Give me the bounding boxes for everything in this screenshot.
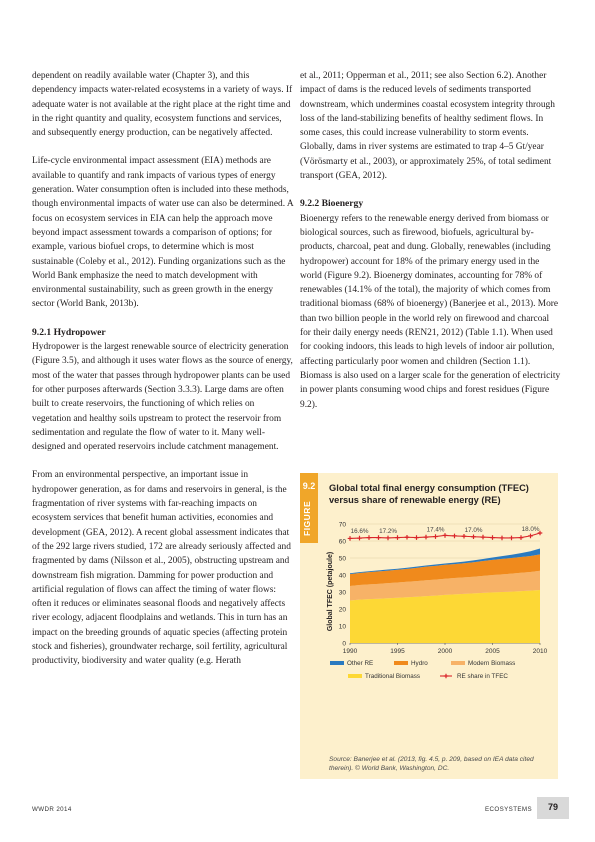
- y-tick-label: 70: [338, 521, 346, 529]
- line-marker: [386, 536, 391, 541]
- x-tick-label: 1990: [342, 648, 358, 655]
- right-column: [300, 69, 562, 426]
- legend-label: RE share in TFEC: [457, 673, 508, 680]
- legend-swatch: [348, 674, 362, 678]
- paragraph: dependent on readily available water (Chapter 3), and this dependency impacts water-related ecosystems in a variety of ways. If adequate water is not available at the right place at the right time and in the right quantity and quality, ecosystem functions and services, and subsequently energy production, can be negatively affected.: [32, 71, 293, 139]
- legend-swatch: [330, 661, 344, 665]
- x-tick-label: 1995: [390, 648, 405, 655]
- data-label: 17.4%: [426, 526, 445, 534]
- section-heading-hydropower: 9.2.1 Hydropower: [32, 326, 106, 338]
- y-tick-label: 60: [338, 538, 346, 546]
- y-tick-label: 20: [338, 606, 346, 614]
- x-tick-label: 2000: [437, 648, 453, 655]
- line-marker: [405, 535, 410, 540]
- line-marker: [500, 536, 505, 541]
- line-marker: [481, 535, 486, 540]
- figure-9-2: [300, 473, 558, 779]
- legend-swatch: [394, 661, 408, 665]
- legend-label: Other RE: [347, 660, 374, 667]
- line-marker: [519, 535, 524, 540]
- line-marker: [357, 536, 362, 541]
- line-marker: [424, 535, 429, 540]
- paragraph: Hydropower is the largest renewable source of electricity generation (Figure 3.5), and although it uses water flows as the source of energy, most of the water that passes through hydropower plants can be used for other purposes afterwards (Section 3.3.3). Large dams are often built to create reservoirs, the functioning of which relies on vegetation and healthy soils upstream to protect the reservoir from sedimentation and regulate the flow of water to it. Many well-designed and operated reservoirs include catchment management.: [32, 342, 293, 453]
- line-marker: [376, 535, 381, 540]
- y-axis-label: Global TFEC (petajoule): [327, 551, 334, 632]
- line-marker: [348, 536, 353, 541]
- x-tick-label: 2010: [532, 648, 548, 655]
- line-marker: [433, 534, 438, 539]
- x-tick-label: 2005: [485, 648, 500, 655]
- data-label: 18.0%: [521, 525, 540, 533]
- line-marker: [471, 534, 476, 539]
- line-marker: [367, 535, 372, 540]
- data-label: 17.2%: [379, 527, 397, 535]
- legend-swatch-marker: [444, 674, 449, 679]
- energy-chart: [300, 473, 558, 779]
- figure-number: 9.2: [302, 481, 316, 491]
- section-heading-bioenergy: 9.2.2 Bioenergy: [300, 198, 364, 210]
- y-tick-label: 30: [338, 589, 346, 597]
- figure-title: Global total final energy consumption (TFEC) versus share of renewable energy (RE): [329, 483, 529, 505]
- line-marker: [462, 534, 467, 539]
- line-marker: [528, 534, 533, 539]
- footer-chapter-name: ECOSYSTEMS: [485, 806, 532, 813]
- line-marker: [443, 533, 448, 538]
- y-tick-label: 10: [338, 623, 346, 631]
- figure-label: FIGURE: [302, 500, 312, 536]
- y-tick-label: 0: [342, 640, 346, 648]
- legend-swatch: [451, 661, 465, 665]
- paragraph: Bioenergy refers to the renewable energy derived from biomass or biological sources, such as firewood, biofuels, agricultural by-products, charcoal, peat and dung. Globally, renewables (including hydropower) account for 18% of the primary energy used in the world (Figure 9.2). Bioenergy dominates, accounting for 78% of renewables (14.1% of the total), the majority of which comes from traditional biomass (68% of bioenergy) (Banerjee et al., 2013). More than two billion people in the world rely on firewood and charcoal for their daily energy needs (REN21, 2012) (Table 1.1). When used for cooking indoors, this leads to high levels of indoor air pollution, affecting particularly poor women and children (Section 1.1). Biomass is also used on a larger scale for the generation of electricity in power plants consuming wood chips and forest residues (Figure 9.2).: [300, 213, 561, 410]
- figure-source: Source: Banerjee et al. (2013, fig. 4.5, p. 209, based on IEA data cited therein). © World Bank, Washington, DC.: [329, 756, 534, 772]
- line-marker: [414, 535, 419, 540]
- footer-report-name: WWDR 2014: [32, 806, 72, 813]
- data-label: 17.0%: [464, 526, 483, 534]
- legend-label: Hydro: [411, 660, 428, 667]
- line-marker: [395, 535, 400, 540]
- paragraph: From an environmental perspective, an important issue in hydropower generation, as for dams and reservoirs in general, is the fragmentation of river systems with far-reaching impacts on ecosystem services that benefit human activities, economies and development (GEA, 2012). A recent global assessment indicates that of the 292 large rivers studied, 172 are already seriously affected and fragmented by dams (Nilsson et al., 2005), obstructing upstream and downstream fish migration. Damming for power production and artificial regulation of flows can affect the timing of water flows: often it reduces or eliminates seasonal floods and negatively affects river ecology, adjacent floodplains and wetlands. This in turn has an impact on the breeding grounds of aquatic species (affecting protein stock and fisheries), groundwater recharge, soil fertility, agricultural productivity, biodiversity and water quality (e.g. Herath: [32, 470, 291, 667]
- data-label: 16.6%: [350, 528, 369, 536]
- left-column: [32, 69, 294, 683]
- legend-label: Modern Biomass: [468, 660, 516, 667]
- line-marker: [490, 535, 495, 540]
- line-marker: [509, 536, 514, 541]
- y-tick-label: 40: [338, 572, 346, 580]
- paragraph: et al., 2011; Opperman et al., 2011; see also Section 6.2). Another impact of dams is the reduced levels of sediments transported downstream, which undermines coastal ecosystem integrity through loss of the land-stabilizing benefits of healthy sediment flows. In some cases, this could increase vulnerability to storm events. Globally, dams in river systems are estimated to trap 4–5 Gt/year (Vörösmarty et al., 2003), or approximately 25%, of total sediment transport (GEA, 2012).: [300, 71, 555, 182]
- legend-label: Traditional Biomass: [365, 673, 421, 680]
- line-marker: [452, 534, 457, 539]
- page-number: 79: [547, 802, 558, 812]
- y-tick-label: 50: [338, 555, 346, 563]
- page-number-box: [537, 797, 569, 819]
- figure-tab: [300, 473, 318, 543]
- paragraph: Life-cycle environmental impact assessment (EIA) methods are available to quantify and rank impacts of various types of energy generation. Water consumption often is included into these methods, though environmental impacts of water use can also be determined. A focus on ecosystem services in EIA can help the approach move beyond impact assessment towards a comparison of options; for example, various biofuel crops, to determine which is most sustainable (Coleby et al., 2012). Funding organizations such as the World Bank emphasize the need to match development with environmental sustainability, such as green growth in the energy sector (World Bank, 2013b).: [32, 156, 294, 310]
